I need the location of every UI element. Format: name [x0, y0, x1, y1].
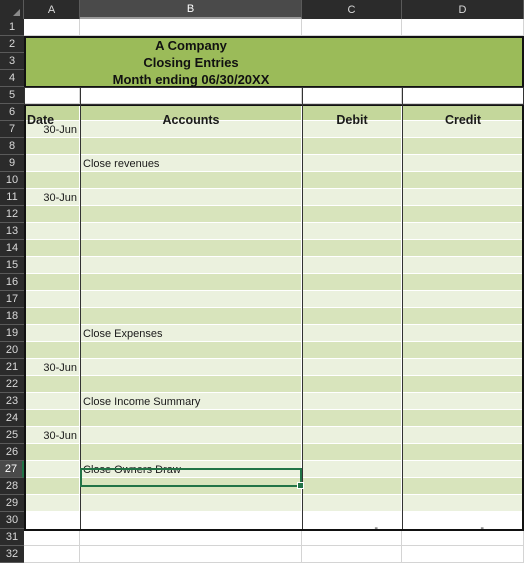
cell-d29[interactable] [402, 495, 524, 512]
cell-c10[interactable] [302, 172, 402, 189]
row-header-3[interactable]: 3 [0, 53, 24, 70]
column-divider [302, 87, 303, 529]
cell-a18[interactable] [24, 308, 80, 325]
column-header-d[interactable]: D [402, 0, 524, 19]
cell-c15[interactable] [302, 257, 402, 274]
row-header-28[interactable]: 28 [0, 478, 24, 495]
row-header-27[interactable]: 27 [0, 461, 24, 478]
cell-b21[interactable] [80, 359, 302, 376]
cell-c8[interactable] [302, 138, 402, 155]
cell-b26[interactable] [80, 444, 302, 461]
row-header-15[interactable]: 15 [0, 257, 24, 274]
cell-c11[interactable] [302, 189, 402, 206]
cell-d23[interactable] [402, 393, 524, 410]
cell-d27[interactable] [402, 461, 524, 478]
cell-a1[interactable] [24, 19, 80, 36]
row-header-23[interactable]: 23 [0, 393, 24, 410]
row-header-11[interactable]: 11 [0, 189, 24, 206]
cell-d20[interactable] [402, 342, 524, 359]
cell-c29[interactable] [302, 495, 402, 512]
cell-d22[interactable] [402, 376, 524, 393]
entry-date[interactable]: 30-Jun [43, 429, 77, 442]
cell-c28[interactable] [302, 478, 402, 495]
report-title: Closing Entries [143, 55, 239, 70]
select-all-triangle-icon [13, 9, 20, 16]
cell-d25[interactable] [402, 427, 524, 444]
cell-b5[interactable] [80, 87, 302, 104]
cell-a8[interactable] [24, 138, 80, 155]
cell-b10[interactable] [80, 172, 302, 189]
cell-a28[interactable] [24, 478, 80, 495]
cell-d16[interactable] [402, 274, 524, 291]
column-header-b[interactable]: B [80, 0, 302, 19]
cell-d17[interactable] [402, 291, 524, 308]
row-header-4[interactable]: 4 [0, 70, 24, 87]
cell-c18[interactable] [302, 308, 402, 325]
cell-b31[interactable] [80, 529, 302, 546]
cell-b30[interactable] [80, 512, 302, 529]
cell-b8[interactable] [80, 138, 302, 155]
row-header-12[interactable]: 12 [0, 206, 24, 223]
cell-d32[interactable] [402, 546, 524, 563]
cell-a12[interactable] [24, 206, 80, 223]
row-header-2[interactable]: 2 [0, 36, 24, 53]
cell-c5[interactable] [302, 87, 402, 104]
cell-c25[interactable] [302, 427, 402, 444]
cell-a20[interactable] [24, 342, 80, 359]
cell-b1[interactable] [80, 19, 302, 36]
cell-a29[interactable] [24, 495, 80, 512]
cell-c19[interactable] [302, 325, 402, 342]
fill-handle[interactable] [297, 482, 304, 489]
cell-a31[interactable] [24, 529, 80, 546]
cell-d9[interactable] [402, 155, 524, 172]
entry-account[interactable]: Close revenues [83, 157, 160, 170]
cell-a24[interactable] [24, 410, 80, 427]
cell-c17[interactable] [302, 291, 402, 308]
cell-b12[interactable] [80, 206, 302, 223]
cell-b16[interactable] [80, 274, 302, 291]
row-header-13[interactable]: 13 [0, 223, 24, 240]
entry-date[interactable]: 30-Jun [43, 361, 77, 374]
row-header-19[interactable]: 19 [0, 325, 24, 342]
cell-a10[interactable] [24, 172, 80, 189]
row-header-18[interactable]: 18 [0, 308, 24, 325]
cell-a32[interactable] [24, 546, 80, 563]
row-header-32[interactable]: 32 [0, 546, 24, 563]
cell-b15[interactable] [80, 257, 302, 274]
active-cell-selection[interactable] [80, 468, 302, 487]
cell-c16[interactable] [302, 274, 402, 291]
row-header-25[interactable]: 25 [0, 427, 24, 444]
cell-b14[interactable] [80, 240, 302, 257]
entry-account[interactable]: Close Income Summary [83, 395, 201, 408]
cell-b22[interactable] [80, 376, 302, 393]
cell-b18[interactable] [80, 308, 302, 325]
row-header-9[interactable]: 9 [0, 155, 24, 172]
cell-d10[interactable] [402, 172, 524, 189]
row-header-31[interactable]: 31 [0, 529, 24, 546]
period-title: Month ending 06/30/20XX [112, 72, 270, 87]
cell-a27[interactable] [24, 461, 80, 478]
cell-d12[interactable] [402, 206, 524, 223]
cell-a30[interactable] [24, 512, 80, 529]
row-header-29[interactable]: 29 [0, 495, 24, 512]
row-header-24[interactable]: 24 [0, 410, 24, 427]
cell-d21[interactable] [402, 359, 524, 376]
cell-a23[interactable] [24, 393, 80, 410]
cell-d15[interactable] [402, 257, 524, 274]
row-header-6[interactable]: 6 [0, 104, 24, 121]
cell-a19[interactable] [24, 325, 80, 342]
cell-d28[interactable] [402, 478, 524, 495]
company-title: A Company [155, 38, 227, 53]
row-header-17[interactable]: 17 [0, 291, 24, 308]
entry-account[interactable]: Close Expenses [83, 327, 163, 340]
cell-b13[interactable] [80, 223, 302, 240]
row-header-7[interactable]: 7 [0, 121, 24, 138]
cell-a13[interactable] [24, 223, 80, 240]
cell-d8[interactable] [402, 138, 524, 155]
column-header-c[interactable]: C [302, 0, 402, 19]
cell-b32[interactable] [80, 546, 302, 563]
row-header-1[interactable]: 1 [0, 19, 24, 36]
entry-account[interactable]: Close Owners Draw [83, 463, 181, 476]
cell-a5[interactable] [24, 87, 80, 104]
cell-c21[interactable] [302, 359, 402, 376]
cell-d13[interactable] [402, 223, 524, 240]
cell-d1[interactable] [402, 19, 524, 36]
cell-c26[interactable] [302, 444, 402, 461]
cell-c27[interactable] [302, 461, 402, 478]
cell-d5[interactable] [402, 87, 524, 104]
row-header-14[interactable]: 14 [0, 240, 24, 257]
credit-header[interactable]: Credit [444, 112, 482, 127]
cell-a26[interactable] [24, 444, 80, 461]
date-header[interactable]: Date [27, 112, 55, 127]
row-header-16[interactable]: 16 [0, 274, 24, 291]
cell-c9[interactable] [302, 155, 402, 172]
cell-c12[interactable] [302, 206, 402, 223]
cell-a14[interactable] [24, 240, 80, 257]
cell-a22[interactable] [24, 376, 80, 393]
column-divider [402, 87, 403, 529]
cell-d11[interactable] [402, 189, 524, 206]
accounts-header[interactable]: Accounts [162, 112, 220, 127]
column-header-a[interactable]: A [24, 0, 80, 19]
cell-b17[interactable] [80, 291, 302, 308]
cell-d19[interactable] [402, 325, 524, 342]
row-header-30[interactable]: 30 [0, 512, 24, 529]
cell-c22[interactable] [302, 376, 402, 393]
debit-header[interactable]: Debit [336, 112, 368, 127]
row-header-20[interactable]: 20 [0, 342, 24, 359]
row-header-5[interactable]: 5 [0, 87, 24, 104]
cell-c32[interactable] [302, 546, 402, 563]
cell-a15[interactable] [24, 257, 80, 274]
entry-date[interactable]: 30-Jun [43, 123, 77, 136]
select-all-corner[interactable] [0, 0, 24, 19]
cell-c24[interactable] [302, 410, 402, 427]
cell-b20[interactable] [80, 342, 302, 359]
cell-c20[interactable] [302, 342, 402, 359]
cell-c13[interactable] [302, 223, 402, 240]
cell-d24[interactable] [402, 410, 524, 427]
credit-total[interactable]: - [480, 521, 484, 534]
cell-a9[interactable] [24, 155, 80, 172]
row-header-10[interactable]: 10 [0, 172, 24, 189]
cell-c14[interactable] [302, 240, 402, 257]
cell-d18[interactable] [402, 308, 524, 325]
column-divider [80, 87, 81, 529]
cell-b25[interactable] [80, 427, 302, 444]
row-header-21[interactable]: 21 [0, 359, 24, 376]
row-header-22[interactable]: 22 [0, 376, 24, 393]
cell-c23[interactable] [302, 393, 402, 410]
row-header-26[interactable]: 26 [0, 444, 24, 461]
cell-b29[interactable] [80, 495, 302, 512]
cell-a17[interactable] [24, 291, 80, 308]
cell-d26[interactable] [402, 444, 524, 461]
cell-b11[interactable] [80, 189, 302, 206]
entry-date[interactable]: 30-Jun [43, 191, 77, 204]
row-header-8[interactable]: 8 [0, 138, 24, 155]
cell-a16[interactable] [24, 274, 80, 291]
cell-d14[interactable] [402, 240, 524, 257]
cell-b24[interactable] [80, 410, 302, 427]
debit-total[interactable]: - [374, 521, 378, 534]
cell-c1[interactable] [302, 19, 402, 36]
